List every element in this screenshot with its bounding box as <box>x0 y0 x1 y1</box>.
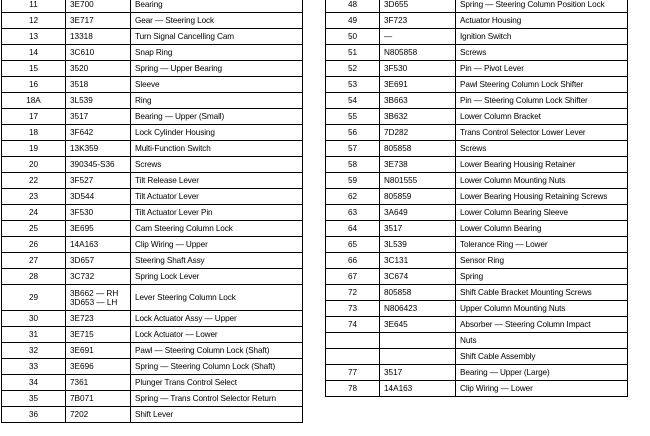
parts-table-right <box>325 0 628 397</box>
item-number-cell: 12 <box>2 13 66 29</box>
description-cell: Lower Column Bearing <box>456 221 628 237</box>
description-cell: Spring Lock Lever <box>131 269 303 285</box>
part-number-cell: 3517 <box>66 109 131 125</box>
part-number-cell: 3D544 <box>66 189 131 205</box>
table-row <box>2 189 303 205</box>
item-number-cell: 24 <box>2 205 66 221</box>
table-row <box>2 109 303 125</box>
item-number-cell: 58 <box>326 157 380 173</box>
parts-table-left <box>1 0 303 423</box>
description-cell: Lever Steering Column Lock <box>131 285 303 311</box>
description-cell: Screws <box>456 45 628 61</box>
description-cell: Ring <box>131 93 303 109</box>
part-number-cell: 3C131 <box>380 253 456 269</box>
item-number-cell: 73 <box>326 301 380 317</box>
parts-table-left-body <box>2 0 303 423</box>
item-number-cell: 57 <box>326 141 380 157</box>
description-cell: Tolerance Ring — Lower <box>456 237 628 253</box>
item-number-cell: 49 <box>326 13 380 29</box>
table-row <box>326 317 628 333</box>
table-row <box>326 269 628 285</box>
table-row <box>326 109 628 125</box>
item-number-cell: 27 <box>2 253 66 269</box>
table-row <box>326 253 628 269</box>
part-number-cell: 3E691 <box>380 77 456 93</box>
part-number-cell: 13K359 <box>66 141 131 157</box>
item-number-cell: 30 <box>2 311 66 327</box>
description-cell: Pawl Steering Column Lock Shifter <box>456 77 628 93</box>
table-row <box>326 349 628 365</box>
part-number-cell: 7202 <box>66 407 131 423</box>
description-cell: Ignition Switch <box>456 29 628 45</box>
part-number-cell: 14A163 <box>66 237 131 253</box>
table-row <box>2 157 303 173</box>
table-row <box>2 125 303 141</box>
description-cell: Bearing <box>131 0 303 13</box>
description-cell: Screws <box>456 141 628 157</box>
item-number-cell: 36 <box>2 407 66 423</box>
part-number-cell: 3518 <box>66 77 131 93</box>
item-number-cell: 66 <box>326 253 380 269</box>
item-number-cell: 29 <box>2 285 66 311</box>
part-number-cell: 3F527 <box>66 173 131 189</box>
table-row <box>2 407 303 423</box>
table-row <box>2 343 303 359</box>
item-number-cell: 77 <box>326 365 380 381</box>
item-number-cell: 51 <box>326 45 380 61</box>
part-number-cell: 3C610 <box>66 45 131 61</box>
description-cell: Pin — Steering Column Lock Shifter <box>456 93 628 109</box>
item-number-cell: 14 <box>2 45 66 61</box>
item-number-cell: 31 <box>2 327 66 343</box>
table-row <box>2 61 303 77</box>
table-row <box>326 157 628 173</box>
description-cell: Gear — Steering Lock <box>131 13 303 29</box>
part-number-line: 3D653 — LH <box>70 297 118 307</box>
item-number-cell: 54 <box>326 93 380 109</box>
part-number-cell: 7361 <box>66 375 131 391</box>
description-cell: Lower Bearing Housing Retaining Screws <box>456 189 628 205</box>
table-row <box>2 45 303 61</box>
part-number-cell <box>380 349 456 365</box>
part-number-cell: 3F642 <box>66 125 131 141</box>
table-row <box>326 141 628 157</box>
table-row <box>326 93 628 109</box>
part-number-cell: 3D657 <box>66 253 131 269</box>
item-number-cell: 59 <box>326 173 380 189</box>
item-number-cell: 63 <box>326 205 380 221</box>
table-row <box>326 0 628 13</box>
description-cell: Steering Shaft Assy <box>131 253 303 269</box>
part-number-cell: 805859 <box>380 189 456 205</box>
item-number-cell: 16 <box>2 77 66 93</box>
item-number-cell: 78 <box>326 381 380 397</box>
item-number-cell: 67 <box>326 269 380 285</box>
part-number-line: 3B662 — RH <box>70 288 119 298</box>
table-row <box>2 141 303 157</box>
table-row <box>326 13 628 29</box>
description-cell: Clip Wiring — Lower <box>456 381 628 397</box>
item-number-cell: 72 <box>326 285 380 301</box>
item-number-cell: 11 <box>2 0 66 13</box>
part-number-cell: 3C732 <box>66 269 131 285</box>
item-number-cell: 20 <box>2 157 66 173</box>
description-cell: Tilt Release Lever <box>131 173 303 189</box>
item-number-cell: 34 <box>2 375 66 391</box>
part-number-cell: 3E695 <box>66 221 131 237</box>
item-number-cell: 52 <box>326 61 380 77</box>
part-number-cell: 3F530 <box>66 205 131 221</box>
item-number-cell: 53 <box>326 77 380 93</box>
table-row <box>2 0 303 13</box>
description-cell: Lock Actuator Assy — Upper <box>131 311 303 327</box>
table-row <box>326 61 628 77</box>
item-number-cell <box>326 349 380 365</box>
description-cell: Spring <box>456 269 628 285</box>
part-number-cell: 3E738 <box>380 157 456 173</box>
part-number-cell: 3517 <box>380 221 456 237</box>
part-number-cell: 3517 <box>380 365 456 381</box>
description-cell: Multi-Function Switch <box>131 141 303 157</box>
table-row <box>2 359 303 375</box>
item-number-cell: 74 <box>326 317 380 333</box>
item-number-cell: 23 <box>2 189 66 205</box>
table-row <box>2 29 303 45</box>
item-number-cell: 13 <box>2 29 66 45</box>
table-row <box>2 311 303 327</box>
table-row <box>2 391 303 407</box>
part-number-cell: 3F723 <box>380 13 456 29</box>
description-cell: Lower Column Bearing Sleeve <box>456 205 628 221</box>
part-number-cell: 3B663 <box>380 93 456 109</box>
table-row <box>2 221 303 237</box>
table-row <box>2 237 303 253</box>
description-cell: Shift Lever <box>131 407 303 423</box>
item-number-cell: 18A <box>2 93 66 109</box>
part-number-cell: N806423 <box>380 301 456 317</box>
table-row <box>2 205 303 221</box>
part-number-cell: 3520 <box>66 61 131 77</box>
part-number-cell: 7D282 <box>380 125 456 141</box>
item-number-cell: 62 <box>326 189 380 205</box>
table-row <box>326 301 628 317</box>
description-cell: Bearing — Upper (Small) <box>131 109 303 125</box>
description-cell: Spring — Upper Bearing <box>131 61 303 77</box>
part-number-cell: 3L539 <box>66 93 131 109</box>
table-row <box>326 189 628 205</box>
item-number-cell: 17 <box>2 109 66 125</box>
table-row <box>326 125 628 141</box>
item-number-cell: 25 <box>2 221 66 237</box>
description-cell: Shift Cable Assembly <box>456 349 628 365</box>
description-cell: Actuator Housing <box>456 13 628 29</box>
table-row <box>2 375 303 391</box>
description-cell: Absorber — Steering Column Impact <box>456 317 628 333</box>
part-number-cell: 390345-S36 <box>66 157 131 173</box>
description-cell: Cam Steering Column Lock <box>131 221 303 237</box>
table-row <box>326 285 628 301</box>
description-cell: Turn Signal Cancelling Cam <box>131 29 303 45</box>
table-row <box>2 77 303 93</box>
description-cell: Lock Actuator — Lower <box>131 327 303 343</box>
item-number-cell: 28 <box>2 269 66 285</box>
description-cell: Spring — Steering Column Lock (Shaft) <box>131 359 303 375</box>
description-cell: Lower Column Mounting Nuts <box>456 173 628 189</box>
description-cell: Sensor Ring <box>456 253 628 269</box>
table-row <box>326 237 628 253</box>
table-row <box>326 77 628 93</box>
part-number-cell: 3C674 <box>380 269 456 285</box>
table-row <box>326 29 628 45</box>
table-row <box>2 173 303 189</box>
part-number-cell: 7B071 <box>66 391 131 407</box>
description-cell: Tilt Actuator Lever Pin <box>131 205 303 221</box>
description-cell: Shift Cable Bracket Mounting Screws <box>456 285 628 301</box>
parts-table-right-body <box>326 0 628 397</box>
item-number-cell: 65 <box>326 237 380 253</box>
part-number-cell: 3B632 <box>380 109 456 125</box>
description-cell: Screws <box>131 157 303 173</box>
description-cell: Pin — Pivot Lever <box>456 61 628 77</box>
part-number-cell: 3E696 <box>66 359 131 375</box>
item-number-cell: 18 <box>2 125 66 141</box>
part-number-cell: 3E715 <box>66 327 131 343</box>
description-cell: Lock Cylinder Housing <box>131 125 303 141</box>
description-cell: Snap Ring <box>131 45 303 61</box>
part-number-cell: — <box>380 29 456 45</box>
part-number-cell: 805858 <box>380 141 456 157</box>
part-number-cell: N801555 <box>380 173 456 189</box>
part-number-cell: 3F530 <box>380 61 456 77</box>
item-number-cell: 19 <box>2 141 66 157</box>
part-number-cell: 3D655 <box>380 0 456 13</box>
table-row <box>326 45 628 61</box>
description-cell: Spring — Trans Control Selector Return <box>131 391 303 407</box>
table-row <box>2 253 303 269</box>
description-cell: Spring — Steering Column Position Lock <box>456 0 628 13</box>
part-number-cell <box>66 285 131 311</box>
part-number-cell <box>380 333 456 349</box>
table-row <box>326 333 628 349</box>
item-number-cell: 26 <box>2 237 66 253</box>
table-row <box>326 381 628 397</box>
description-cell: Tilt Actuator Lever <box>131 189 303 205</box>
description-cell: Plunger Trans Control Select <box>131 375 303 391</box>
description-cell: Trans Control Selector Lower Lever <box>456 125 628 141</box>
description-cell: Nuts <box>456 333 628 349</box>
part-number-cell: 3E700 <box>66 0 131 13</box>
item-number-cell: 32 <box>2 343 66 359</box>
item-number-cell: 55 <box>326 109 380 125</box>
item-number-cell: 22 <box>2 173 66 189</box>
description-cell: Upper Column Mounting Nuts <box>456 301 628 317</box>
item-number-cell: 33 <box>2 359 66 375</box>
table-row <box>326 173 628 189</box>
item-number-cell <box>326 333 380 349</box>
part-number-cell: 13318 <box>66 29 131 45</box>
part-number-cell: 3E691 <box>66 343 131 359</box>
part-number-cell: N805858 <box>380 45 456 61</box>
part-number-cell: 3E645 <box>380 317 456 333</box>
part-number-cell: 14A163 <box>380 381 456 397</box>
part-number-cell: 3L539 <box>380 237 456 253</box>
part-number-cell: 3E717 <box>66 13 131 29</box>
part-number-cell: 805858 <box>380 285 456 301</box>
table-row <box>2 327 303 343</box>
part-number-cell: 3E723 <box>66 311 131 327</box>
table-row <box>2 93 303 109</box>
table-row <box>326 205 628 221</box>
description-cell: Bearing — Upper (Large) <box>456 365 628 381</box>
table-row <box>326 365 628 381</box>
table-row <box>2 285 303 311</box>
table-row <box>326 221 628 237</box>
table-row <box>2 269 303 285</box>
item-number-cell: 15 <box>2 61 66 77</box>
item-number-cell: 50 <box>326 29 380 45</box>
description-cell: Lower Column Bracket <box>456 109 628 125</box>
item-number-cell: 35 <box>2 391 66 407</box>
table-row <box>2 13 303 29</box>
item-number-cell: 64 <box>326 221 380 237</box>
description-cell: Pawl — Steering Column Lock (Shaft) <box>131 343 303 359</box>
item-number-cell: 56 <box>326 125 380 141</box>
item-number-cell: 48 <box>326 0 380 13</box>
part-number-cell: 3A649 <box>380 205 456 221</box>
description-cell: Lower Bearing Housing Retainer <box>456 157 628 173</box>
description-cell: Sleeve <box>131 77 303 93</box>
description-cell: Clip Wiring — Upper <box>131 237 303 253</box>
